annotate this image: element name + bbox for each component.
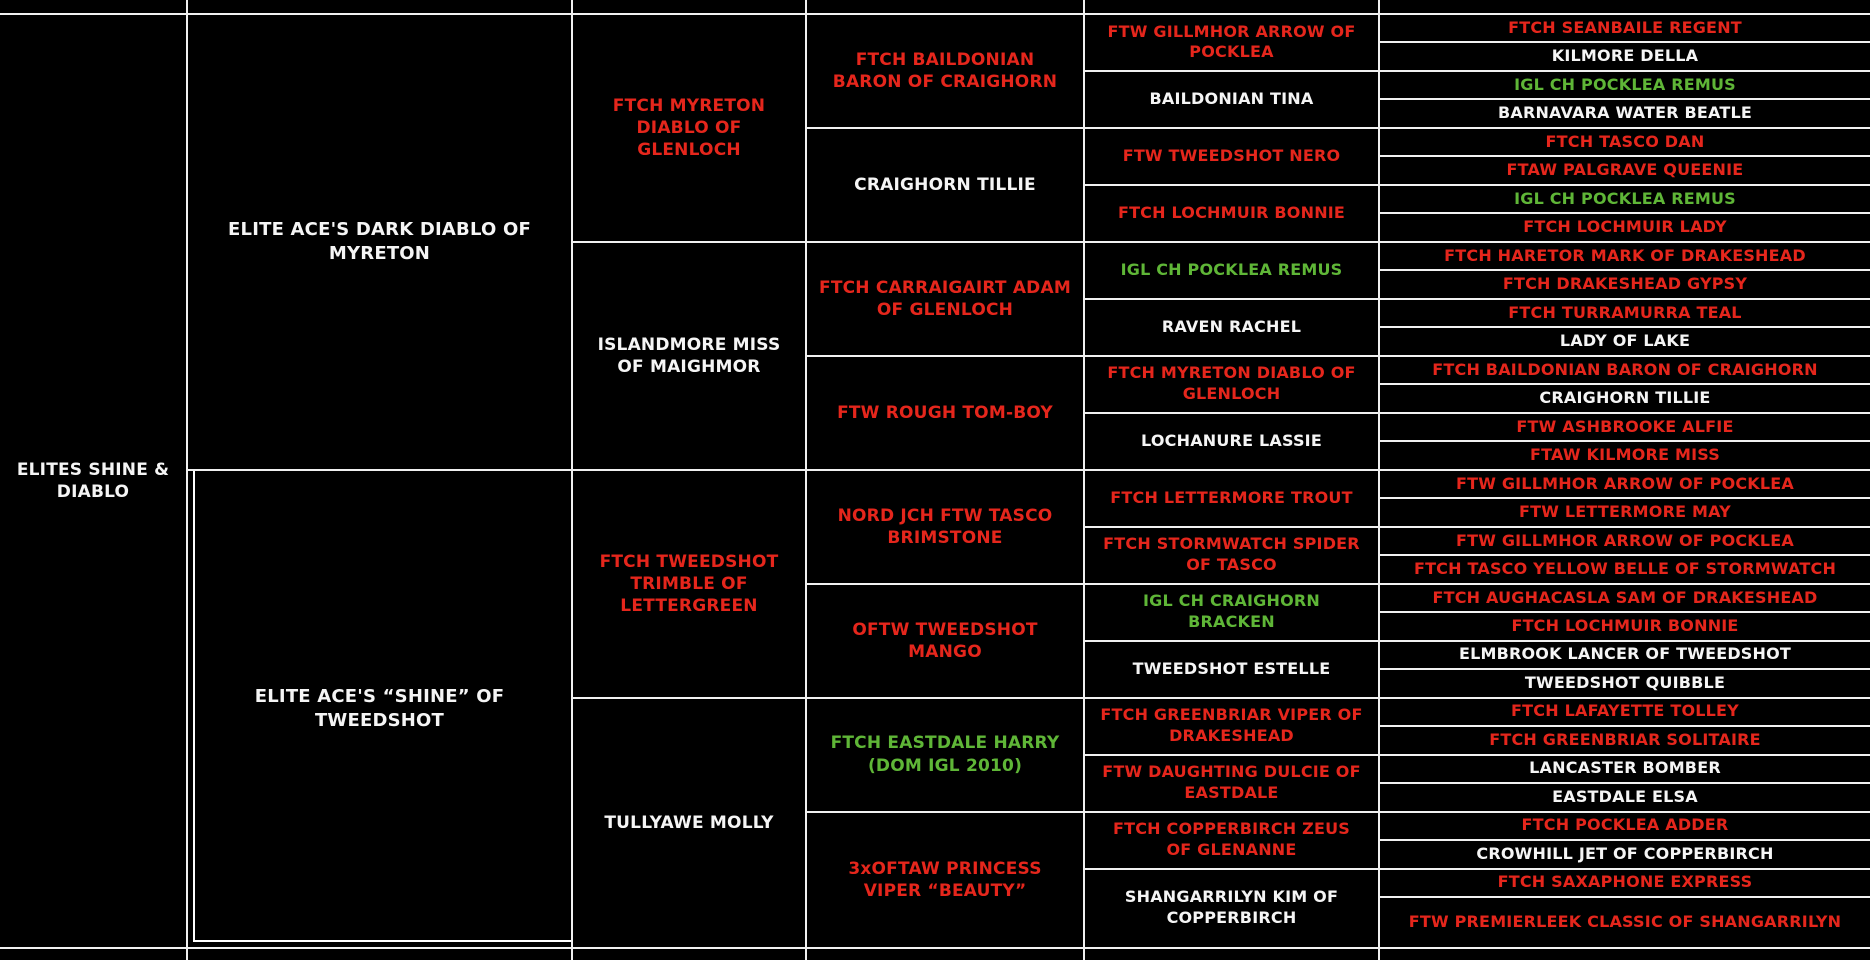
pedigree-cell-great_great_grandparents-12[interactable] bbox=[1085, 642, 1380, 699]
pedigree-cell-great_grandparents-3[interactable] bbox=[807, 243, 1085, 357]
pedigree-cell-great_great_grandparents-6[interactable] bbox=[1085, 300, 1380, 357]
pedigree-cell-great_great_grandparents-1[interactable] bbox=[1085, 15, 1380, 72]
pedigree-cell-great_great_great_grandparents-24[interactable] bbox=[1380, 670, 1870, 698]
dog-name: IGL CH POCKLEA REMUS bbox=[1514, 188, 1736, 208]
dog-name: FTCH CARRAIGAIRT ADAM OF GLENLOCH bbox=[819, 277, 1071, 320]
pedigree-cell-great_great_grandparents-4[interactable] bbox=[1085, 186, 1380, 243]
dog-name: FTCH TASCO YELLOW BELLE OF STORMWATCH bbox=[1413, 559, 1837, 579]
dog-name: ISLANDMORE MISS OF MAIGHMOR bbox=[597, 334, 781, 377]
pedigree-cell-great_great_great_grandparents-28[interactable] bbox=[1380, 784, 1870, 812]
dog-name: FTW TWEEDSHOT NERO bbox=[1122, 146, 1341, 165]
pedigree-cell-great_great_grandparents-14[interactable] bbox=[1085, 756, 1380, 813]
dog-name: OFTW TWEEDSHOT MANGO bbox=[852, 619, 1038, 662]
pedigree-cell-great_great_great_grandparents-9[interactable] bbox=[1380, 243, 1870, 271]
dog-name: FTW GILLMHOR ARROW OF POCKLEA bbox=[1107, 21, 1356, 62]
dog-name: FTCH MYRETON DIABLO OF GLENLOCH bbox=[612, 95, 766, 160]
pedigree-cell-great_great_great_grandparents-2[interactable] bbox=[1380, 43, 1870, 71]
dog-name: LOCHANURE LASSIE bbox=[1141, 430, 1322, 450]
pedigree-cell-great_great_grandparents-11[interactable] bbox=[1085, 585, 1380, 642]
pedigree-cell-great_grandparents-7[interactable] bbox=[807, 699, 1085, 813]
pedigree-cell-great_great_great_grandparents-10[interactable] bbox=[1380, 271, 1870, 299]
dog-name: BARNAVARA WATER BEATLE bbox=[1497, 103, 1753, 123]
table-edge-bottom-cell bbox=[0, 949, 188, 960]
dog-name: IGL CH POCKLEA REMUS bbox=[1514, 74, 1736, 94]
pedigree-cell-great_grandparents-4[interactable] bbox=[807, 357, 1085, 471]
dog-name: EASTDALE ELSA bbox=[1552, 786, 1698, 806]
pedigree-cell-great_great_great_grandparents-15[interactable] bbox=[1380, 414, 1870, 442]
dog-name: CROWHILL JET OF COPPERBIRCH bbox=[1476, 843, 1774, 863]
table-edge-bottom-cell bbox=[1380, 949, 1870, 960]
dog-name: BAILDONIAN TINA bbox=[1149, 89, 1314, 109]
dog-name: FTCH LOCHMUIR LADY bbox=[1523, 217, 1727, 237]
pedigree-cell-grandparents-1[interactable] bbox=[573, 15, 807, 243]
dog-name: FTW DAUGHTING DULCIE OF EASTDALE bbox=[1102, 762, 1361, 803]
pedigree-cell-great_great_great_grandparents-12[interactable] bbox=[1380, 328, 1870, 356]
pedigree-cell-great_great_great_grandparents-23[interactable] bbox=[1380, 642, 1870, 670]
dog-name: KILMORE DELLA bbox=[1551, 46, 1699, 66]
pedigree-cell-great_great_grandparents-5[interactable] bbox=[1085, 243, 1380, 300]
pedigree-cell-great_great_grandparents-16[interactable] bbox=[1085, 870, 1380, 949]
pedigree-cell-great_great_great_grandparents-18[interactable] bbox=[1380, 499, 1870, 527]
dog-name: FTW PREMIERLEEK CLASSIC OF SHANGARRILYN bbox=[1408, 912, 1842, 932]
pedigree-cell-great_great_great_grandparents-19[interactable] bbox=[1380, 528, 1870, 556]
dog-name: TWEEDSHOT ESTELLE bbox=[1132, 658, 1331, 678]
pedigree-cell-great_grandparents-6[interactable] bbox=[807, 585, 1085, 699]
pedigree-cell-parents-1[interactable] bbox=[188, 15, 573, 471]
dog-name: FTCH POCKLEA ADDER bbox=[1521, 815, 1729, 835]
dog-name: FTW ASHBROOKE ALFIE bbox=[1516, 416, 1734, 436]
pedigree-cell-great_great_grandparents-15[interactable] bbox=[1085, 813, 1380, 870]
dog-name: IGL CH POCKLEA REMUS bbox=[1120, 259, 1343, 279]
dog-name: CRAIGHORN TILLIE bbox=[854, 174, 1036, 195]
dog-name: LANCASTER BOMBER bbox=[1529, 758, 1721, 778]
pedigree-cell-great_great_great_grandparents-32[interactable] bbox=[1380, 898, 1870, 949]
pedigree-cell-great_great_great_grandparents-26[interactable] bbox=[1380, 727, 1870, 755]
pedigree-cell-great_great_great_grandparents-7[interactable] bbox=[1380, 186, 1870, 214]
dog-name: FTCH LAFAYETTE TOLLEY bbox=[1511, 701, 1739, 721]
dog-name: FTCH MYRETON DIABLO OF GLENLOCH bbox=[1107, 363, 1356, 404]
pedigree-cell-great_great_great_grandparents-27[interactable] bbox=[1380, 756, 1870, 784]
dog-name: FTCH EASTDALE HARRY (DOM IGL 2010) bbox=[830, 733, 1060, 776]
pedigree-cell-great_great_grandparents-13[interactable] bbox=[1085, 699, 1380, 756]
dog-name: FTCH STORMWATCH SPIDER OF TASCO bbox=[1103, 534, 1360, 575]
pedigree-cell-great_great_great_grandparents-6[interactable] bbox=[1380, 157, 1870, 185]
pedigree-cell-subject-1[interactable] bbox=[0, 15, 188, 949]
dog-name: ELITES SHINE & DIABLO bbox=[16, 459, 170, 502]
table-edge-top-cell bbox=[188, 0, 573, 15]
table-edge-top-cell bbox=[807, 0, 1085, 15]
pedigree-cell-grandparents-4[interactable] bbox=[573, 699, 807, 949]
dog-name: FTAW KILMORE MISS bbox=[1530, 445, 1720, 465]
dog-name: FTCH LETTERMORE TROUT bbox=[1110, 487, 1353, 507]
dog-name: LADY OF LAKE bbox=[1559, 331, 1691, 351]
dog-name: FTW LETTERMORE MAY bbox=[1519, 502, 1731, 522]
dog-name: FTCH GREENBRIAR VIPER OF DRAKESHEAD bbox=[1100, 705, 1363, 746]
table-edge-top-cell bbox=[1085, 0, 1380, 15]
pedigree-cell-grandparents-2[interactable] bbox=[573, 243, 807, 471]
pedigree-cell-great_great_great_grandparents-11[interactable] bbox=[1380, 300, 1870, 328]
dog-name: FTCH BAILDONIAN BARON OF CRAIGHORN bbox=[1432, 359, 1818, 379]
pedigree-cell-great_great_grandparents-2[interactable] bbox=[1085, 72, 1380, 129]
pedigree-cell-parents-2[interactable] bbox=[188, 471, 573, 949]
pedigree-cell-great_great_great_grandparents-22[interactable] bbox=[1380, 613, 1870, 641]
dog-name: TULLYAWE MOLLY bbox=[604, 812, 774, 833]
dog-name: FTCH BAILDONIAN BARON OF CRAIGHORN bbox=[832, 49, 1058, 92]
dog-name: FTCH GREENBRIAR SOLITAIRE bbox=[1489, 729, 1761, 749]
dog-name: FTCH TASCO DAN bbox=[1545, 131, 1705, 151]
dog-name: RAVEN RACHEL bbox=[1161, 316, 1302, 336]
pedigree-cell-great_great_grandparents-9[interactable] bbox=[1085, 471, 1380, 528]
pedigree-cell-great_great_great_grandparents-5[interactable] bbox=[1380, 129, 1870, 157]
pedigree-cell-great_great_great_grandparents-21[interactable] bbox=[1380, 585, 1870, 613]
dog-name: FTCH AUGHACASLA SAM OF DRAKESHEAD bbox=[1432, 587, 1818, 607]
dog-name: FTCH SAXAPHONE EXPRESS bbox=[1497, 872, 1753, 892]
table-edge-bottom-cell bbox=[807, 949, 1085, 960]
pedigree-cell-great_great_great_grandparents-14[interactable] bbox=[1380, 385, 1870, 413]
pedigree-cell-great_grandparents-2[interactable] bbox=[807, 129, 1085, 243]
pedigree-cell-great_great_great_grandparents-8[interactable] bbox=[1380, 214, 1870, 242]
dog-name: NORD JCH FTW TASCO BRIMSTONE bbox=[837, 505, 1053, 548]
dog-name: FTW GILLMHOR ARROW OF POCKLEA bbox=[1455, 530, 1795, 550]
table-edge-top-cell bbox=[573, 0, 807, 15]
pedigree-cell-great_great_great_grandparents-17[interactable] bbox=[1380, 471, 1870, 499]
pedigree-cell-great_great_great_grandparents-4[interactable] bbox=[1380, 100, 1870, 128]
table-edge-bottom-cell bbox=[573, 949, 807, 960]
pedigree-cell-great_great_great_grandparents-31[interactable] bbox=[1380, 870, 1870, 898]
dog-name: FTCH COPPERBIRCH ZEUS OF GLENANNE bbox=[1112, 819, 1350, 860]
dog-name: CRAIGHORN TILLIE bbox=[1539, 388, 1711, 408]
dog-name: FTCH LOCHMUIR BONNIE bbox=[1511, 616, 1739, 635]
pedigree-cell-great_grandparents-8[interactable] bbox=[807, 813, 1085, 949]
dog-name: ELITE ACE'S “SHINE” OF TWEEDSHOT bbox=[254, 686, 505, 731]
pedigree-cell-great_great_great_grandparents-20[interactable] bbox=[1380, 556, 1870, 584]
pedigree-cell-great_great_great_grandparents-29[interactable] bbox=[1380, 813, 1870, 841]
dog-name: IGL CH CRAIGHORN BRACKEN bbox=[1143, 591, 1320, 632]
table-edge-bottom-cell bbox=[188, 949, 573, 960]
dog-name: FTCH SEANBAILE REGENT bbox=[1508, 17, 1742, 37]
pedigree-cell-great_great_great_grandparents-1[interactable] bbox=[1380, 15, 1870, 43]
pedigree-cell-grandparents-3[interactable] bbox=[573, 471, 807, 699]
pedigree-cell-great_great_great_grandparents-25[interactable] bbox=[1380, 699, 1870, 727]
pedigree-cell-great_great_great_grandparents-3[interactable] bbox=[1380, 72, 1870, 100]
pedigree-cell-great_great_grandparents-8[interactable] bbox=[1085, 414, 1380, 471]
dog-name: FTCH TURRAMURRA TEAL bbox=[1508, 302, 1742, 322]
pedigree-cell-great_great_great_grandparents-16[interactable] bbox=[1380, 442, 1870, 470]
dog-name: ELMBROOK LANCER OF TWEEDSHOT bbox=[1458, 644, 1792, 664]
table-edge-bottom-cell bbox=[1085, 949, 1380, 960]
pedigree-cell-great_grandparents-5[interactable] bbox=[807, 471, 1085, 585]
dog-name: FTCH HARETOR MARK OF DRAKESHEAD bbox=[1444, 245, 1806, 265]
pedigree-cell-great_great_great_grandparents-30[interactable] bbox=[1380, 841, 1870, 869]
dog-name: FTCH LOCHMUIR BONNIE bbox=[1117, 202, 1346, 222]
table-edge-top-cell bbox=[1380, 0, 1870, 15]
pedigree-cell-great_great_grandparents-7[interactable] bbox=[1085, 357, 1380, 414]
table-edge-top-cell bbox=[0, 0, 188, 15]
dog-name: FTCH TWEEDSHOT TRIMBLE OF LETTERGREEN bbox=[599, 551, 779, 616]
dog-name: FTW ROUGH TOM-BOY bbox=[837, 402, 1053, 423]
pedigree-cell-great_great_grandparents-3[interactable] bbox=[1085, 129, 1380, 186]
dog-name: 3xOFTAW PRINCESS VIPER “BEAUTY” bbox=[848, 858, 1042, 901]
pedigree-cell-great_great_grandparents-10[interactable] bbox=[1085, 528, 1380, 585]
pedigree-cell-great_grandparents-1[interactable] bbox=[807, 15, 1085, 129]
dog-name: FTW GILLMHOR ARROW OF POCKLEA bbox=[1455, 473, 1795, 493]
pedigree-cell-great_great_great_grandparents-13[interactable] bbox=[1380, 357, 1870, 385]
dog-name: TWEEDSHOT QUIBBLE bbox=[1524, 672, 1726, 692]
dog-name: FTAW PALGRAVE QUEENIE bbox=[1506, 160, 1744, 180]
dog-name: SHANGARRILYN KIM OF COPPERBIRCH bbox=[1124, 887, 1339, 928]
dog-name: ELITE ACE'S DARK DIABLO OF MYRETON bbox=[228, 219, 531, 264]
dog-name: FTCH DRAKESHEAD GYPSY bbox=[1502, 274, 1748, 294]
